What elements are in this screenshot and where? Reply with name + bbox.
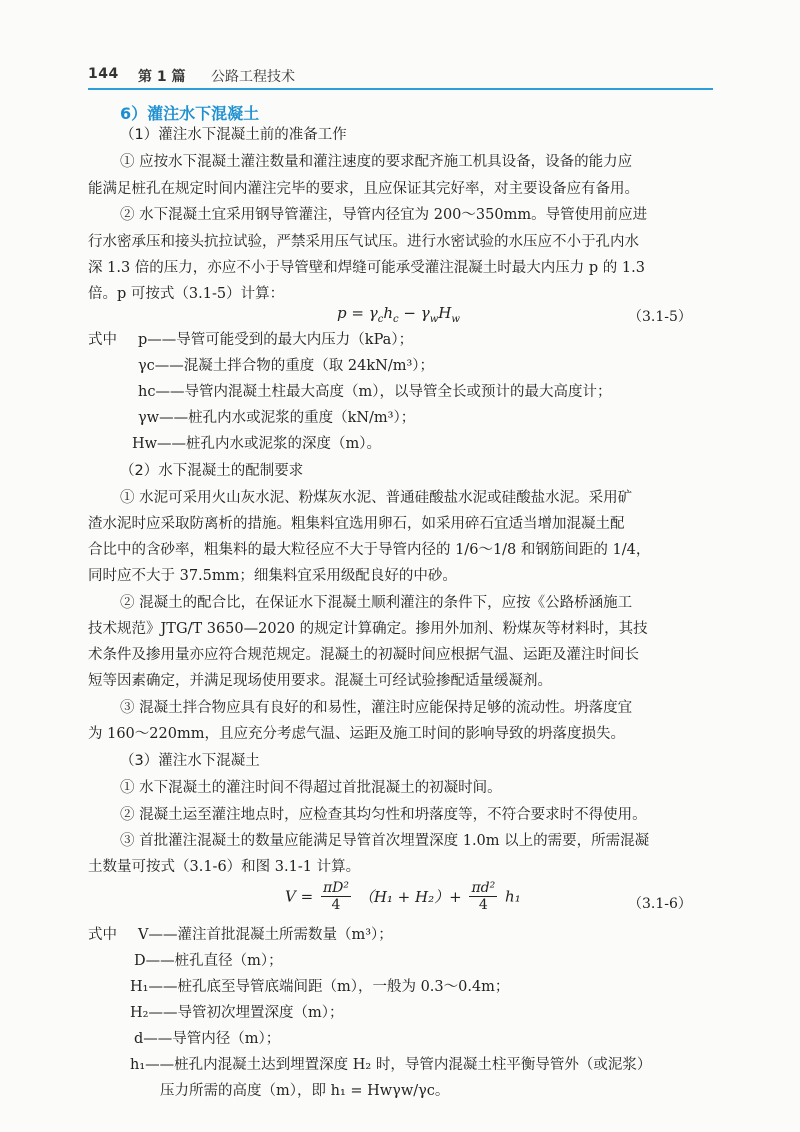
formula-3-1-5: $p = \gamma_ch_c - \gamma_wH_w$ <box>337 304 460 325</box>
paragraph-line: ① 水泥可采用火山灰水泥、粉煤灰水泥、普通硅酸盐水泥或硅酸盐水泥。采用矿 <box>120 490 633 506</box>
part-label: 第 1 篇 <box>138 69 186 85</box>
paragraph-line: ③ 首批灌注混凝土的数量应能满足导管首次埋置深度 1.0m 以上的需要，所需混凝 <box>120 833 650 849</box>
equation-number: （3.1-5） <box>628 309 692 325</box>
part-title: 公路工程技术 <box>211 69 295 85</box>
section-title: 6）灌注水下混凝土 <box>120 104 260 123</box>
equation-number: （3.1-6） <box>628 896 692 912</box>
paragraph-line: 能满足桩孔在规定时间内灌注完毕的要求，且应保证其完好率，对主要设备应有备用。 <box>88 181 639 197</box>
symbol-definition: D——桩孔直径（m）； <box>134 953 283 969</box>
sub1-heading: （1）灌注水下混凝土前的准备工作 <box>120 127 347 143</box>
symbol-definition: d——导管内径（m）； <box>134 1031 281 1047</box>
sub3-heading: （3）灌注水下混凝土 <box>120 753 260 769</box>
paragraph-line: ① 水下混凝土的灌注时间不得超过首批混凝土的初凝时间。 <box>120 780 502 796</box>
paragraph-line: 行水密承压和接头抗拉试验，严禁采用压气试压。进行水密试验的水压应不小于孔内水 <box>88 234 639 250</box>
where-label: 式中 <box>88 332 117 348</box>
paragraph-line: 同时应不大于 37.5mm；细集料宜采用级配良好的中砂。 <box>88 568 457 584</box>
paragraph-line: ② 混凝土运至灌注地点时，应检查其均匀性和坍落度等，不符合要求时不得使用。 <box>120 807 647 823</box>
symbol-definition: V——灌注首批混凝土所需数量（m³）； <box>138 927 393 943</box>
paragraph-line: 短等因素确定，并满足现场使用要求。混凝土可经试验掺配适量缓凝剂。 <box>88 673 552 689</box>
paragraph-line: ② 水下混凝土宜采用钢导管灌注，导管内径宜为 200～350mm。导管使用前应进 <box>120 207 648 223</box>
symbol-definition: p——导管可能受到的最大内压力（kPa）； <box>138 332 414 348</box>
where-label: 式中 <box>88 927 117 943</box>
symbol-definition: γw——桩孔内水或泥浆的重度（kN/m³）； <box>138 410 416 426</box>
symbol-definition: H₁——桩孔底至导管底端间距（m），一般为 0.3～0.4m； <box>130 979 510 995</box>
symbol-definition: h₁——桩孔内混凝土达到埋置深度 H₂ 时，导管内混凝土柱平衡导管外（或泥浆） <box>130 1057 652 1073</box>
paragraph-line: 深 1.3 倍的压力，亦应不小于导管壁和焊缝可能承受灌注混凝土时最大内压力 p 的 1.3 <box>88 260 645 276</box>
symbol-definition: Hw——桩孔内水或泥浆的深度（m）。 <box>132 436 382 452</box>
paragraph-line: 技术规范》JTG/T 3650—2020 的规定计算确定。掺用外加剂、粉煤灰等材料时，其技 <box>88 621 648 637</box>
paragraph-line: ③ 混凝土拌合物应具有良好的和易性，灌注时应能保持足够的流动性。坍落度宜 <box>120 700 633 716</box>
paragraph-line: ① 应按水下混凝土灌注数量和灌注速度的要求配齐施工机具设备，设备的能力应 <box>120 154 633 170</box>
symbol-definition: H₂——导管初次埋置深度（m）； <box>130 1005 344 1021</box>
page-header <box>88 66 713 88</box>
symbol-definition: 压力所需的高度（m），即 h₁ = Hwγw/γc。 <box>160 1083 450 1099</box>
paragraph-line: 术条件及掺用量亦应符合规范规定。混凝土的初凝时间应根据气温、运距及灌注时间长 <box>88 647 639 663</box>
symbol-definition: hc——导管内混凝土柱最大高度（m），以导管全长或预计的最大高度计； <box>138 384 612 400</box>
sub2-heading: （2）水下混凝土的配制要求 <box>120 463 304 479</box>
symbol-definition: γc——混凝土拌合物的重度（取 24kN/m³）； <box>138 358 435 374</box>
page-number: 144 <box>88 66 119 82</box>
formula-3-1-6: V = $\frac{\text{πD²}}{4}$ （H₁ + H₂）+ $\frac{\text{πd²}}{4}$ h₁ <box>285 880 521 913</box>
paragraph-line: 合比中的含砂率，粗集料的最大粒径应不大于导管内径的 1/6～1/8 和钢筋间距的 1/4， <box>88 542 651 558</box>
paragraph-line: ② 混凝土的配合比，在保证水下混凝土顺利灌注的条件下，应按《公路桥涵施工 <box>120 595 633 611</box>
paragraph-line: 土数量可按式（3.1-6）和图 3.1-1 计算。 <box>88 859 361 875</box>
header-rule <box>88 88 713 90</box>
paragraph-line: 渣水泥时应采取防离析的措施。粗集料宜选用卵石，如采用碎石宜适当增加混凝土配 <box>88 516 625 532</box>
paragraph-line: 倍。p 可按式（3.1-5）计算： <box>88 286 285 302</box>
paragraph-line: 为 160～220mm，且应充分考虑气温、运距及施工时间的影响导致的坍落度损失。 <box>88 726 625 742</box>
